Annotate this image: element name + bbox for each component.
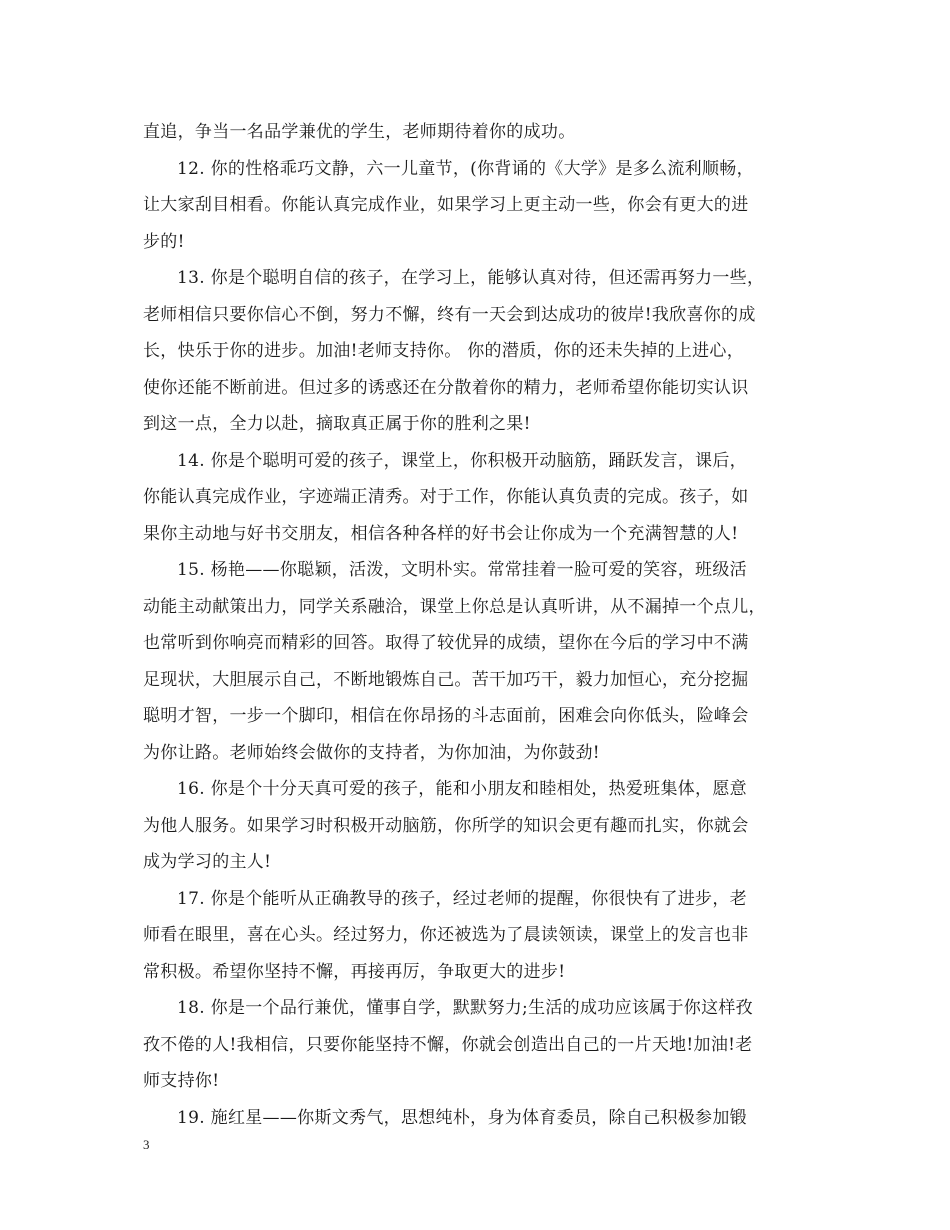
text-line: 19. 施红星——你斯文秀气，思想纯朴，身为体育委员，除自己积极参加锻	[177, 1107, 747, 1128]
text-line: 直追，争当一名品学兼优的学生，老师期待着你的成功。	[143, 122, 576, 142]
text-line: 为他人服务。如果学习时积极开动脑筋，你所学的知识会更有趣而扎实，你就会	[143, 815, 749, 836]
text-line: 师支持你!	[143, 1071, 220, 1091]
text-line: 果你主动地与好书交朋友，相信各种各样的好书会让你成为一个充满智慧的人!	[143, 523, 739, 544]
text-line: 师看在眼里，喜在心头。经过努力，你还被选为了晨读领读，课堂上的发言也非	[143, 925, 749, 945]
text-line: 你能认真完成作业，字迹端正清秀。对于工作，你能认真负责的完成。孩子，如	[143, 487, 749, 507]
text-line: 也常听到你响亮而精彩的回答。取得了较优异的成绩，望你在今后的学习中不满	[143, 633, 749, 653]
text-line: 到这一点，全力以赴，摘取真正属于你的胜利之果!	[143, 414, 531, 434]
text-line: 老师相信只要你信心不倒，努力不懈，终有一天会到达成功的彼岸!我欣喜你的成	[143, 304, 756, 325]
text-line: 聪明才智，一步一个脚印，相信在你昂扬的斗志面前，困难会向你低头，险峰会	[143, 706, 749, 726]
text-line: 13. 你是个聪明自信的孩子，在学习上，能够认真对待，但还需再努力一些，	[177, 268, 765, 288]
text-line: 步的!	[143, 231, 185, 252]
text-line: 常积极。希望你坚持不懈，再接再厉，争取更大的进步!	[143, 961, 566, 982]
text-line: 孜不倦的人!我相信，只要你能坚持不懈，你就会创造出自己的一片天地!加油!老	[143, 1034, 753, 1055]
text-line: 长，快乐于你的进步。加油!老师支持你。 你的潜质，你的还未失掉的上进心，	[143, 341, 745, 361]
text-line: 17. 你是个能听从正确教导的孩子，经过老师的提醒，你很快有了进步，老	[177, 888, 747, 909]
text-line: 动能主动献策出力，同学关系融洽，课堂上你总是认真听讲，从不漏掉一个点儿，	[143, 596, 766, 617]
text-line: 让大家刮目相看。你能认真完成作业，如果学习上更主动一些，你会有更大的进	[143, 195, 749, 215]
text-line: 16. 你是个十分天真可爱的孩子，能和小朋友和睦相处，热爱班集体，愿意	[177, 779, 747, 799]
text-line: 成为学习的主人!	[143, 852, 272, 872]
text-line: 为你让路。老师始终会做你的支持者，为你加油，为你鼓劲!	[143, 742, 600, 763]
text-line: 15. 杨艳——你聪颖，活泼，文明朴实。常常挂着一脸可爱的笑容，班级活	[177, 560, 747, 580]
text-line: 使你还能不断前进。但过多的诱惑还在分散着你的精力，老师希望你能切实认识	[143, 377, 749, 398]
text-line: 14. 你是个聪明可爱的孩子，课堂上，你积极开动脑筋，踊跃发言，课后，	[177, 450, 747, 471]
text-line: 12. 你的性格乖巧文静，六一儿童节，(你背诵的《大学》是多么流利顺畅，	[177, 158, 754, 179]
text-line: 18. 你是一个品行兼优，懂事自学，默默努力;生活的成功应该属于你这样孜	[177, 998, 753, 1018]
document-body	[143, 114, 811, 1136]
text-line: 足现状，大胆展示自己，不断地锻炼自己。苦干加巧干，毅力加恒心，充分挖掘	[143, 669, 749, 690]
page-number: 3	[143, 1137, 150, 1152]
